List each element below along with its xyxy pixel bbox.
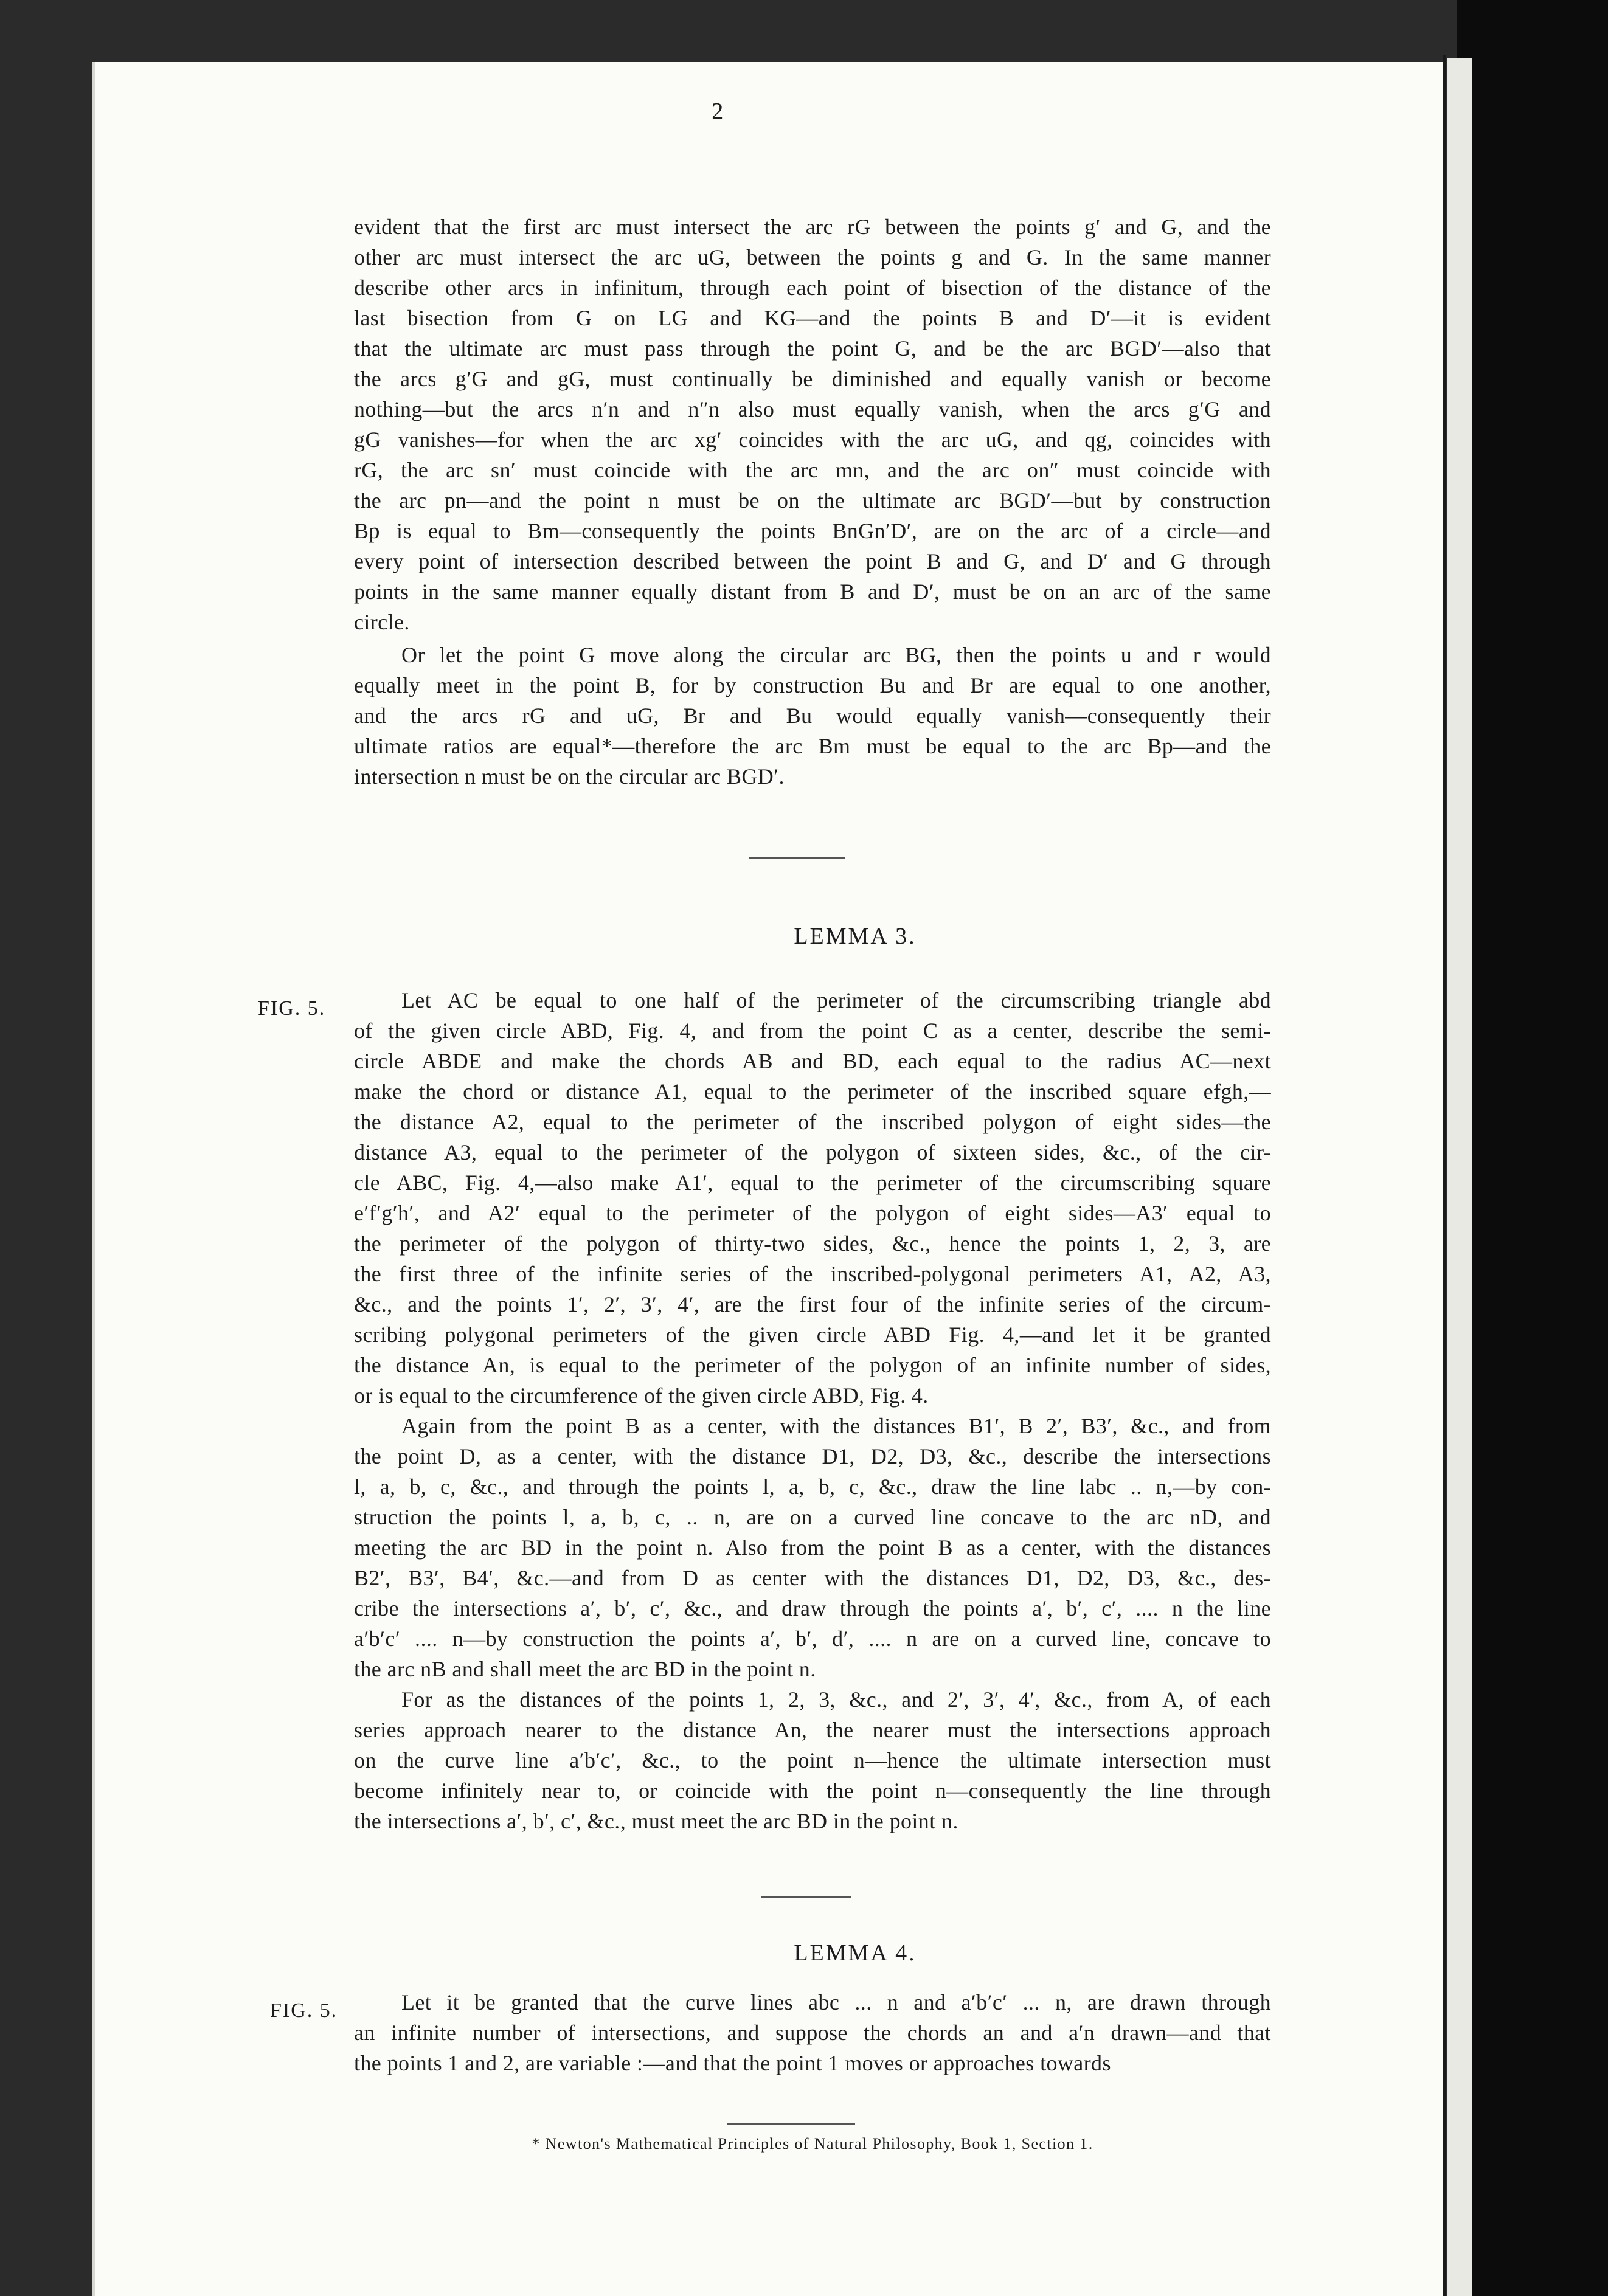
- text-line: an infinite number of intersections, and suppose the chords an and a′n drawn—and that: [354, 2021, 1271, 2045]
- text-line: gG vanishes—for when the arc xg′ coincides with the arc uG, and qg, coincides with: [354, 427, 1271, 452]
- text-line: the arcs g′G and gG, must continually be diminished and equally vanish or become: [354, 367, 1271, 391]
- text-line: circle ABDE and make the chords AB and BD, each equal to the radius AC—next: [354, 1049, 1271, 1073]
- text-line: nothing—but the arcs n′n and n″n also must equally vanish, when the arcs g′G and: [354, 397, 1271, 421]
- text-line: Or let the point G move along the circular arc BG, then the points u and r would: [401, 643, 1271, 667]
- lemma-4-paragraph: [354, 1987, 1271, 2078]
- text-line: distance A3, equal to the perimeter of the polygon of sixteen sides, &c., of the cir-: [354, 1140, 1271, 1164]
- text-line: the perimeter of the polygon of thirty-two sides, &c., hence the points 1, 2, 3, are: [354, 1231, 1271, 1256]
- text-line: rG, the arc sn′ must coincide with the arc mn, and the arc on″ must coincide with: [354, 458, 1271, 482]
- text-line: the distance A2, equal to the perimeter of the inscribed polygon of eight sides—the: [354, 1110, 1271, 1134]
- page-number: 2: [712, 99, 724, 124]
- text-line: on the curve line a′b′c′, &c., to the point n—hence the ultimate intersection must: [354, 1748, 1271, 1772]
- text-line: and the arcs rG and uG, Br and Bu would equally vanish—consequently their: [354, 704, 1271, 728]
- text-line: cle ABC, Fig. 4,—also make A1′, equal to the perimeter of the circumscribing square: [354, 1170, 1271, 1195]
- text-line: or is equal to the circumference of the given circle ABD, Fig. 4.: [354, 1383, 929, 1408]
- text-line: of the given circle ABD, Fig. 4, and from the point C as a center, describe the semi-: [354, 1018, 1271, 1043]
- section-divider-2: [761, 1896, 851, 1898]
- text-line: Bp is equal to Bm—consequently the points BnGn′D′, are on the arc of a circle—and: [354, 519, 1271, 543]
- section-divider: [749, 857, 845, 859]
- text-line: the arc nB and shall meet the arc BD in the point n.: [354, 1657, 816, 1681]
- continued-paragraph: [354, 212, 1271, 637]
- text-line: the points 1 and 2, are variable :—and that the point 1 moves or approaches towards: [354, 2051, 1111, 2075]
- text-line: the point D, as a center, with the distance D1, D2, D3, &c., describe the intersections: [354, 1444, 1271, 1468]
- text-line: every point of intersection described between the point B and G, and D′ and G through: [354, 549, 1271, 573]
- book-gutter: [1457, 0, 1608, 2296]
- text-line: cribe the intersections a′, b′, c′, &c., and draw through the points a′, b′, c′, .... n the line: [354, 1596, 1271, 1620]
- text-line: struction the points l, a, b, c, .. n, are on a curved line concave to the arc nD, and: [354, 1505, 1271, 1529]
- text-line: l, a, b, c, &c., and through the points l, a, b, c, &c., draw the line labc .. n,—by con-: [354, 1475, 1271, 1499]
- text-line: the arc pn—and the point n must be on the ultimate arc BGD′—but by construction: [354, 488, 1271, 513]
- text-line: Let it be granted that the curve lines abc ... n and a′b′c′ ... n, are drawn through: [401, 1990, 1271, 2014]
- text-line: that the ultimate arc must pass through the point G, and be the arc BGD′—also that: [354, 336, 1271, 361]
- paragraph-point-g-moves: [354, 640, 1271, 792]
- lemma-3-paragraph-3: [354, 1684, 1271, 1836]
- text-line: become infinitely near to, or coincide with the point n—consequently the line through: [354, 1779, 1271, 1803]
- footnote-rule: [727, 2123, 855, 2125]
- text-line: describe other arcs in infinitum, through each point of bisection of the distance of the: [354, 275, 1271, 300]
- text-line: last bisection from G on LG and KG—and the points B and D′—it is evident: [354, 306, 1271, 330]
- text-line: circle.: [354, 610, 410, 634]
- text-line: other arc must intersect the arc uG, between the points g and G. In the same manner: [354, 245, 1271, 269]
- footnote: * Newton's Mathematical Principles of Natural Philosophy, Book 1, Section 1.: [532, 2135, 1093, 2152]
- text-line: series approach nearer to the distance An, the nearer must the intersections approach: [354, 1718, 1271, 1742]
- text-line: the distance An, is equal to the perimeter of the polygon of an infinite number of sides,: [354, 1353, 1271, 1377]
- text-line: intersection n must be on the circular arc BGD′.: [354, 764, 785, 789]
- text-line: scribing polygonal perimeters of the given circle ABD Fig. 4,—and let it be granted: [354, 1323, 1271, 1347]
- text-line: &c., and the points 1′, 2′, 3′, 4′, are the first four of the infinite series of the circum-: [354, 1292, 1271, 1316]
- text-line: ultimate ratios are equal*—therefore the arc Bm must be equal to the arc Bp—and the: [354, 734, 1271, 758]
- lemma-4-fig-label: FIG. 5.: [270, 1999, 338, 2022]
- text-line: the first three of the infinite series of the inscribed-polygonal perimeters A1, A2, A3,: [354, 1262, 1271, 1286]
- text-line: evident that the first arc must intersect the arc rG between the points g′ and G, and the: [354, 215, 1271, 239]
- text-line: make the chord or distance A1, equal to the perimeter of the inscribed square efgh,—: [354, 1079, 1271, 1104]
- text-line: Again from the point B as a center, with the distances B1′, B 2′, B3′, &c., and from: [401, 1414, 1271, 1438]
- lemma-3-paragraph-1: [354, 985, 1271, 1411]
- text-line: B2′, B3′, B4′, &c.—and from D as center with the distances D1, D2, D3, &c., des-: [354, 1566, 1271, 1590]
- text-line: a′b′c′ .... n—by construction the points a′, b′, d′, .... n are on a curved line, concave to: [354, 1627, 1271, 1651]
- page-edge-shadow: [1443, 55, 1446, 2296]
- text-line: points in the same manner equally distant from B and D′, must be on an arc of the same: [354, 579, 1271, 604]
- facing-page-strip: [1447, 58, 1472, 2296]
- text-line: equally meet in the point B, for by construction Bu and Br are equal to one another,: [354, 673, 1271, 697]
- text-line: the intersections a′, b′, c′, &c., must meet the arc BD in the point n.: [354, 1809, 958, 1833]
- lemma-3-paragraph-2: [354, 1411, 1271, 1684]
- lemma-3-fig-label: FIG. 5.: [258, 997, 326, 1020]
- text-line: meeting the arc BD in the point n. Also from the point B as a center, with the distances: [354, 1535, 1271, 1560]
- lemma-4-heading: LEMMA 4.: [794, 1940, 917, 1966]
- text-line: Let AC be equal to one half of the perimeter of the circumscribing triangle abd: [401, 988, 1271, 1012]
- text-line: e′f′g′h′, and A2′ equal to the perimeter of the polygon of eight sides—A3′ equal to: [354, 1201, 1271, 1225]
- text-line: For as the distances of the points 1, 2, 3, &c., and 2′, 3′, 4′, &c., from A, of each: [401, 1687, 1271, 1712]
- lemma-3-heading: LEMMA 3.: [794, 924, 917, 949]
